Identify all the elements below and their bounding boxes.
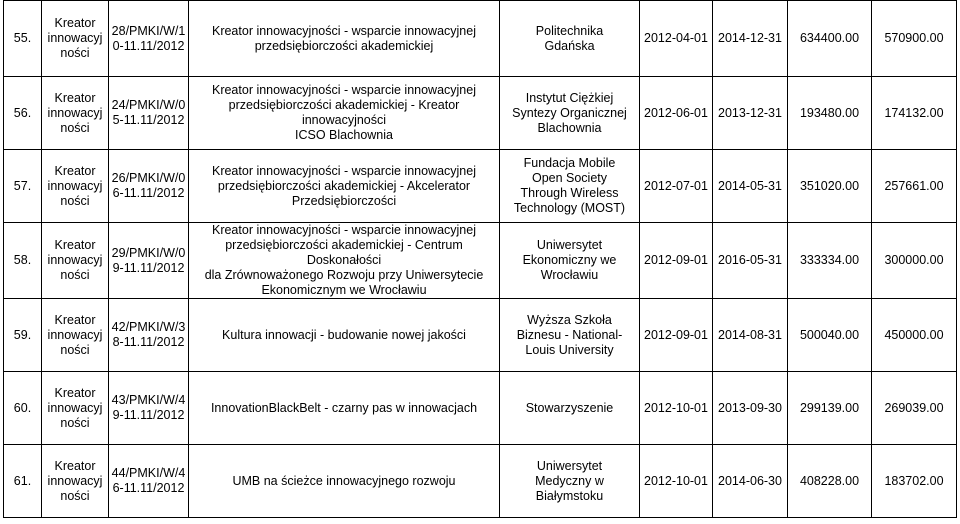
cell-nr-line: 9-11.11/2012 <box>112 260 185 275</box>
projects-table <box>3 0 957 518</box>
cell-lp: 58. <box>4 223 42 299</box>
cell-institution-line: Syntezy Organicznej <box>512 105 627 120</box>
cell-program-line: innowacyj <box>47 400 103 415</box>
table-row <box>4 299 957 372</box>
cell-program-line: Kreator <box>54 163 96 178</box>
cell-institution-line: Blachownia <box>537 120 602 135</box>
cell-nr-line: 5-11.11/2012 <box>112 113 185 127</box>
cell-title-line: przedsiębiorczości akademickiej <box>254 38 434 53</box>
cell-institution <box>500 299 640 372</box>
cell-title <box>189 1 500 77</box>
cell-program <box>42 372 109 445</box>
cell-total: 333334.00 <box>788 223 872 299</box>
cell-institution <box>500 445 640 518</box>
cell-program-line: ności <box>60 488 90 503</box>
cell-institution-line: Medyczny w <box>535 473 604 488</box>
cell-lp: 60. <box>4 372 42 445</box>
cell-nr-line: 29/PMKI/W/0 <box>111 245 186 260</box>
cell-nr-line: 24/PMKI/W/0 <box>111 98 186 112</box>
cell-program-line: ności <box>60 342 90 357</box>
cell-institution-line: Uniwersytet <box>536 238 603 252</box>
cell-total: 193480.00 <box>788 77 872 150</box>
cell-institution <box>500 223 640 299</box>
cell-grant: 257661.00 <box>872 150 957 223</box>
cell-nr <box>109 223 189 299</box>
cell-nr <box>109 445 189 518</box>
cell-grant: 269039.00 <box>872 372 957 445</box>
cell-institution-line: Through Wireless <box>520 186 619 200</box>
cell-nr-line: 8-11.11/2012 <box>112 335 185 349</box>
cell-end: 2014-06-30 <box>713 445 788 518</box>
cell-institution-line: Stowarzyszenie <box>525 400 614 415</box>
cell-nr <box>109 1 189 77</box>
cell-end: 2014-05-31 <box>713 150 788 223</box>
cell-end: 2014-08-31 <box>713 299 788 372</box>
cell-program-line: ności <box>60 193 90 208</box>
cell-institution <box>500 77 640 150</box>
table-row <box>4 150 957 223</box>
cell-lp: 55. <box>4 1 42 77</box>
cell-institution-line: Uniwersytet <box>536 458 603 473</box>
cell-nr-line: 6-11.11/2012 <box>112 481 185 495</box>
cell-program-line: Kreator <box>54 458 96 473</box>
cell-program <box>42 1 109 77</box>
cell-institution-line: Fundacja Mobile <box>523 156 616 170</box>
cell-institution <box>500 372 640 445</box>
table-row <box>4 372 957 445</box>
cell-end: 2014-12-31 <box>713 1 788 77</box>
cell-program-line: ności <box>60 415 90 430</box>
cell-program-line: Kreator <box>54 238 96 252</box>
cell-institution <box>500 150 640 223</box>
cell-title-line: przedsiębiorczości akademickiej - Akcelerator <box>217 178 471 193</box>
cell-title-line: ICSO Blachownia <box>295 128 393 142</box>
cell-end: 2013-12-31 <box>713 77 788 150</box>
cell-program-line: Kreator <box>54 16 96 30</box>
cell-title-line: Kreator innowacyjności - wsparcie innowacyjnej <box>211 23 476 38</box>
cell-program-line: innowacyj <box>47 178 103 193</box>
cell-program-line: Kreator <box>54 90 96 105</box>
cell-start: 2012-07-01 <box>640 150 713 223</box>
cell-institution-line: Politechnika <box>535 23 604 38</box>
cell-institution-line: Technology (MOST) <box>513 201 626 215</box>
cell-lp: 57. <box>4 150 42 223</box>
cell-end: 2016-05-31 <box>713 223 788 299</box>
cell-start: 2012-09-01 <box>640 223 713 299</box>
table-row <box>4 223 957 299</box>
cell-institution-line: Białymstoku <box>535 488 604 503</box>
table-body <box>4 1 957 518</box>
cell-title-line: InnovationBlackBelt - czarny pas w innowacjach <box>210 400 478 415</box>
cell-title-line: Przedsiębiorczości <box>291 193 397 208</box>
table-row <box>4 1 957 77</box>
cell-institution-line: Louis University <box>525 342 614 357</box>
cell-institution-line: Instytut Ciężkiej <box>525 90 614 105</box>
cell-program <box>42 150 109 223</box>
cell-nr-line: 26/PMKI/W/0 <box>111 171 186 185</box>
cell-nr-line: 44/PMKI/W/4 <box>111 466 186 480</box>
table-row <box>4 77 957 150</box>
cell-lp: 59. <box>4 299 42 372</box>
cell-title <box>189 223 500 299</box>
cell-grant: 570900.00 <box>872 1 957 77</box>
cell-total: 408228.00 <box>788 445 872 518</box>
cell-program-line: innowacyj <box>47 105 103 120</box>
cell-nr-line: 28/PMKI/W/1 <box>111 23 186 38</box>
cell-end: 2013-09-30 <box>713 372 788 445</box>
cell-nr-line: 9-11.11/2012 <box>112 408 185 422</box>
cell-title-line: Kreator innowacyjności - wsparcie innowacyjnej <box>211 163 476 178</box>
cell-start: 2012-04-01 <box>640 1 713 77</box>
cell-nr-line: 43/PMKI/W/4 <box>111 393 186 407</box>
cell-program-line: ności <box>60 46 90 60</box>
cell-nr <box>109 77 189 150</box>
cell-program-line: innowacyj <box>47 473 103 488</box>
cell-institution-line: Biznesu - National- <box>516 327 623 342</box>
cell-nr-line: 6-11.11/2012 <box>112 186 185 200</box>
cell-grant: 450000.00 <box>872 299 957 372</box>
cell-total: 500040.00 <box>788 299 872 372</box>
cell-institution-line: Open Society <box>531 171 608 185</box>
cell-program-line: innowacyj <box>47 327 103 342</box>
cell-program-line: ności <box>60 268 90 282</box>
cell-institution <box>500 1 640 77</box>
cell-title-line: UMB na ścieżce innowacyjnego rozwoju <box>232 473 456 488</box>
cell-start: 2012-10-01 <box>640 372 713 445</box>
cell-program-line: Kreator <box>54 385 96 400</box>
cell-title-line: Kreator innowacyjności - wsparcie innowacyjnej <box>211 83 476 97</box>
cell-program <box>42 445 109 518</box>
cell-title-line: przedsiębiorczości akademickiej - Centrum Doskonałości <box>225 238 463 267</box>
cell-institution-line: Gdańska <box>544 38 595 53</box>
cell-program-line: innowacyj <box>47 31 103 45</box>
cell-title <box>189 299 500 372</box>
cell-title-line: Ekonomicznym we Wrocławiu <box>261 283 427 297</box>
cell-title <box>189 372 500 445</box>
cell-grant: 300000.00 <box>872 223 957 299</box>
cell-nr <box>109 299 189 372</box>
cell-nr <box>109 150 189 223</box>
cell-start: 2012-06-01 <box>640 77 713 150</box>
cell-institution-line: Wrocławiu <box>540 268 599 282</box>
cell-lp: 61. <box>4 445 42 518</box>
cell-lp: 56. <box>4 77 42 150</box>
cell-program <box>42 299 109 372</box>
cell-title <box>189 445 500 518</box>
cell-institution-line: Wyższa Szkoła <box>527 312 612 327</box>
cell-start: 2012-10-01 <box>640 445 713 518</box>
cell-program-line: ności <box>60 120 90 135</box>
cell-total: 634400.00 <box>788 1 872 77</box>
cell-title-line: Kultura innowacji - budowanie nowej jakości <box>222 327 466 342</box>
table-row <box>4 445 957 518</box>
cell-nr-line: 0-11.11/2012 <box>112 38 185 53</box>
cell-title <box>189 77 500 150</box>
cell-nr-line: 42/PMKI/W/3 <box>111 320 186 334</box>
cell-grant: 174132.00 <box>872 77 957 150</box>
cell-grant: 183702.00 <box>872 445 957 518</box>
cell-program-line: innowacyj <box>47 253 103 267</box>
cell-program <box>42 77 109 150</box>
cell-program <box>42 223 109 299</box>
cell-title-line: przedsiębiorczości akademickiej - Kreator innowacyjności <box>228 98 460 127</box>
cell-total: 299139.00 <box>788 372 872 445</box>
cell-start: 2012-09-01 <box>640 299 713 372</box>
cell-institution-line: Ekonomiczny we <box>522 253 617 267</box>
cell-nr <box>109 372 189 445</box>
cell-title-line: dla Zrównoważonego Rozwoju przy Uniwersytecie <box>204 268 484 282</box>
cell-total: 351020.00 <box>788 150 872 223</box>
cell-title <box>189 150 500 223</box>
cell-title-line: Kreator innowacyjności - wsparcie innowacyjnej <box>211 223 476 237</box>
cell-program-line: Kreator <box>54 312 96 327</box>
